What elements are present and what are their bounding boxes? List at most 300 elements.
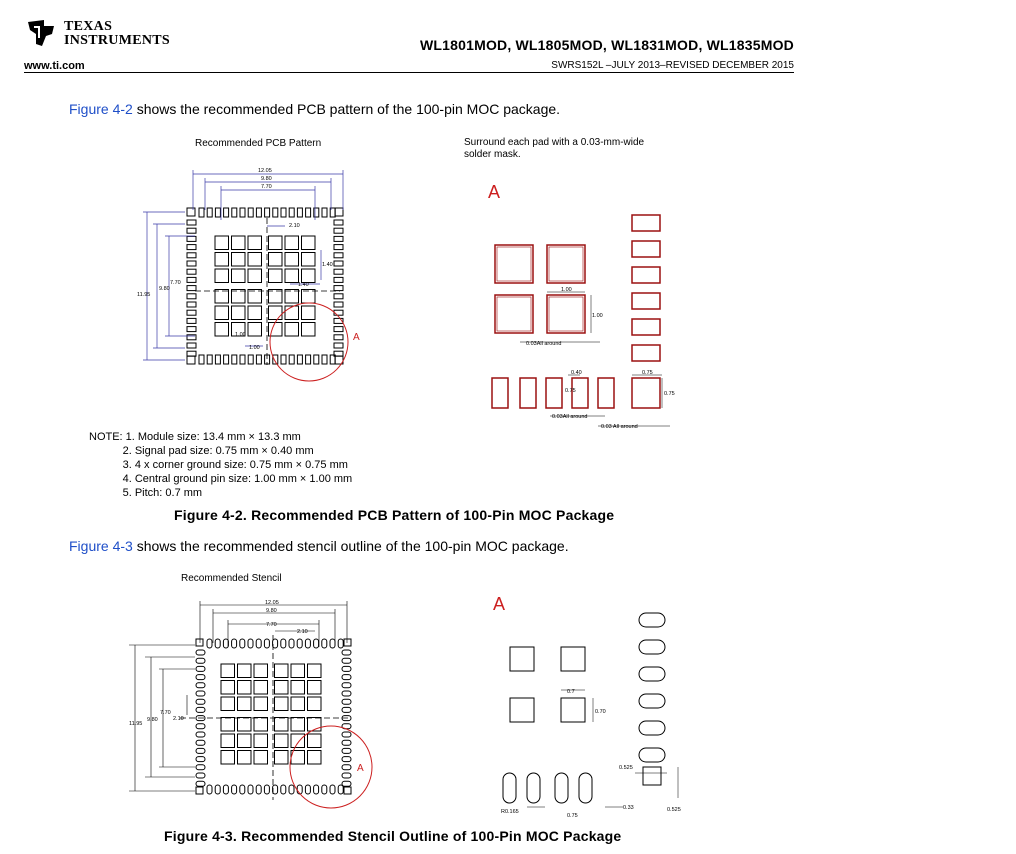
ground-pad — [269, 306, 283, 320]
detail-bottom-pad — [598, 378, 614, 408]
ground-pad — [215, 236, 229, 250]
ti-logo-icon — [24, 16, 58, 50]
signal-pad — [342, 699, 351, 704]
pcb-signal-pads — [187, 208, 343, 364]
ground-pad — [308, 734, 322, 748]
signal-pad — [187, 220, 196, 225]
signal-pad — [187, 310, 196, 315]
stencil-detail-dim-0-525-a: 0.525 — [619, 765, 633, 771]
signal-pad — [248, 355, 253, 364]
signal-pad — [342, 650, 351, 655]
ground-pad — [275, 681, 289, 695]
detail-dim-0-75-a: 0.75 — [565, 388, 576, 394]
signal-pad — [196, 650, 205, 655]
signal-pad — [338, 639, 343, 648]
signal-pad — [281, 355, 286, 364]
pcb-pattern-drawing — [135, 160, 365, 390]
signal-pad — [215, 208, 220, 217]
ground-pad — [269, 290, 283, 304]
signal-pad — [196, 781, 205, 786]
signal-pad — [187, 351, 196, 356]
pcb-notes — [89, 430, 352, 500]
signal-pad — [196, 748, 205, 753]
signal-pad — [256, 355, 261, 364]
detail-a-title: A — [488, 182, 501, 202]
figure-4-3-link[interactable]: Figure 4-3 — [69, 538, 133, 554]
ground-pad — [302, 236, 316, 250]
signal-pad — [342, 765, 351, 770]
signal-pad — [196, 773, 205, 778]
ground-pad — [285, 236, 299, 250]
stencil-bottom-aperture — [527, 773, 540, 803]
signal-pad — [256, 639, 261, 648]
intro-text-1: shows the recommended PCB pattern of the 100-pin MOC package. — [132, 101, 561, 117]
dim-12-05: 12.05 — [258, 168, 272, 174]
ground-pad — [248, 253, 262, 267]
signal-pad — [223, 785, 228, 794]
signal-pad — [297, 785, 302, 794]
signal-pad — [314, 639, 319, 648]
signal-pad — [305, 639, 310, 648]
ground-pad — [302, 306, 316, 320]
signal-pad — [273, 208, 278, 217]
signal-pad — [232, 785, 237, 794]
signal-pad — [196, 765, 205, 770]
ground-pad — [215, 253, 229, 267]
signal-pad — [232, 355, 237, 364]
signal-pad — [306, 355, 311, 364]
stencil-detail-a-label: A — [357, 763, 364, 774]
signal-pad — [196, 757, 205, 762]
signal-pad — [334, 302, 343, 307]
stencil-detail-dim-0-70: 0.70 — [595, 709, 606, 715]
detail-bottom-pad — [546, 378, 562, 408]
dim-v-9-80: 9.80 — [159, 286, 170, 292]
dim-1-40-h: 1.40 — [298, 282, 309, 288]
figure-4-3-caption: Figure 4-3. Recommended Stencil Outline of 100-Pin MOC Package — [164, 828, 622, 844]
dim-1-00-h: 1.00 — [249, 345, 260, 351]
intro-paragraph-1 — [69, 101, 560, 117]
signal-pad — [187, 335, 196, 340]
signal-pad — [196, 658, 205, 663]
signal-pad — [281, 785, 286, 794]
ground-pad — [308, 718, 322, 732]
ground-pad — [302, 290, 316, 304]
stencil-title: Recommended Stencil — [181, 573, 282, 584]
detail-a-label: A — [353, 332, 360, 343]
ground-pad — [221, 697, 235, 711]
company-line2: INSTRUMENTS — [64, 33, 170, 48]
solder-mask-note — [464, 137, 644, 161]
dim-1-00-v: 1.00 — [235, 332, 246, 338]
signal-pad — [330, 639, 335, 648]
signal-pad — [334, 335, 343, 340]
pcb-center-dash-lines — [195, 218, 340, 365]
detail-bottom-pads — [492, 378, 660, 408]
signal-pad — [342, 773, 351, 778]
signal-pad — [240, 785, 245, 794]
ground-pad — [254, 718, 268, 732]
pcb-pattern-title: Recommended PCB Pattern — [195, 138, 322, 149]
stencil-dim-9-80: 9.80 — [266, 608, 277, 614]
signal-pad — [223, 639, 228, 648]
signal-pad — [248, 785, 253, 794]
detail-dim-0-40: 0.40 — [571, 370, 582, 376]
detail-side-pad — [632, 345, 660, 361]
signal-pad — [265, 208, 270, 217]
stencil-bottom-aperture — [503, 773, 516, 803]
signal-pad — [248, 639, 253, 648]
signal-pad — [342, 675, 351, 680]
dim-11-95: 11.95 — [137, 292, 151, 298]
signal-pad — [196, 675, 205, 680]
signal-pad — [322, 355, 327, 364]
ground-pad — [221, 751, 235, 765]
ground-pad — [248, 290, 262, 304]
detail-dim-1-00-v: 1.00 — [592, 313, 603, 319]
ground-pad — [232, 253, 246, 267]
ground-pad — [275, 718, 289, 732]
signal-pad — [314, 785, 319, 794]
detail-bottom-pad — [492, 378, 508, 408]
stencil-side-aperture — [639, 613, 665, 627]
note-1: NOTE: 1. Module size: 13.4 mm × 13.3 mm — [89, 431, 301, 443]
signal-pad — [215, 355, 220, 364]
detail-dim-0-75-h: 0.75 — [642, 370, 653, 376]
signal-pad — [281, 208, 286, 217]
signal-pad — [187, 277, 196, 282]
signal-pad — [240, 355, 245, 364]
ground-pad — [232, 290, 246, 304]
signal-pad — [196, 691, 205, 696]
stencil-dim-2-10: 2.10 — [297, 629, 308, 635]
signal-pad — [342, 748, 351, 753]
ground-pad — [221, 664, 235, 678]
corner-pad — [196, 639, 203, 646]
note-5: 5. Pitch: 0.7 mm — [89, 487, 203, 499]
signal-pad — [334, 327, 343, 332]
stencil-bottom-aperture — [555, 773, 568, 803]
ground-pad — [308, 664, 322, 678]
signal-pad — [187, 245, 196, 250]
dim-9-80: 9.80 — [261, 176, 272, 182]
ground-pad — [308, 751, 322, 765]
signal-pad — [289, 639, 294, 648]
signal-pad — [334, 294, 343, 299]
corner-pad — [344, 787, 351, 794]
ground-pad — [275, 734, 289, 748]
detail-dim-0-75-v: 0.75 — [664, 391, 675, 397]
detail-dim-0-03-c: 0.03 All around — [601, 424, 638, 430]
stencil-detail-dim-0-7: 0.7 — [567, 689, 575, 695]
ground-pad — [291, 718, 305, 732]
signal-pad — [330, 785, 335, 794]
ground-pad — [254, 697, 268, 711]
ground-pad — [269, 236, 283, 250]
signal-pad — [256, 208, 261, 217]
detail-corner-pad — [632, 378, 660, 408]
note-2: 2. Signal pad size: 0.75 mm × 0.40 mm — [89, 445, 314, 457]
ground-pad — [269, 253, 283, 267]
solder-mask-note-line2: solder mask. — [464, 149, 521, 160]
website-link[interactable]: www.ti.com — [24, 60, 85, 72]
ground-pad — [275, 751, 289, 765]
signal-pad — [207, 785, 212, 794]
ground-pad — [221, 734, 235, 748]
stencil-dim-12-05: 12.05 — [265, 600, 279, 606]
ground-pad — [308, 697, 322, 711]
signal-pad — [297, 355, 302, 364]
ground-pad — [215, 323, 229, 337]
signal-pad — [342, 658, 351, 663]
stencil-side-aperture — [639, 640, 665, 654]
signal-pad — [322, 785, 327, 794]
signal-pad — [334, 269, 343, 274]
detail-dim-1-00-h: 1.00 — [561, 287, 572, 293]
ground-pad — [238, 664, 252, 678]
signal-pad — [334, 343, 343, 348]
ground-pad — [238, 681, 252, 695]
corner-pad — [344, 639, 351, 646]
ground-pad — [238, 734, 252, 748]
signal-pad — [207, 355, 212, 364]
ground-pad — [232, 306, 246, 320]
corner-pad — [187, 208, 195, 216]
ti-logo — [24, 14, 184, 54]
signal-pad — [334, 236, 343, 241]
signal-pad — [322, 208, 327, 217]
stencil-drawing — [125, 595, 380, 825]
stencil-detail-a-title: A — [493, 594, 506, 614]
signal-pad — [215, 639, 220, 648]
ground-pad — [291, 664, 305, 678]
signal-pad — [196, 666, 205, 671]
document-title: WL1801MOD, WL1805MOD, WL1831MOD, WL1835MOD — [419, 37, 794, 53]
stencil-corner-aperture — [643, 767, 661, 785]
signal-pad — [264, 785, 269, 794]
stencil-detail-dim-0-33: 0.33 — [623, 805, 634, 811]
signal-pad — [196, 724, 205, 729]
signal-pad — [264, 639, 269, 648]
stencil-detail-dim-0-525-b: 0.525 — [667, 807, 681, 813]
corner-pad — [187, 356, 195, 364]
figure-4-2-link[interactable]: Figure 4-2 — [69, 101, 133, 117]
ground-pad — [291, 681, 305, 695]
signal-pad — [240, 208, 245, 217]
signal-pad — [289, 785, 294, 794]
detail-bottom-pad — [520, 378, 536, 408]
signal-pad — [289, 208, 294, 217]
stencil-dim-v-2-10: 2.10 — [173, 716, 184, 722]
ground-pad — [232, 269, 246, 283]
signal-pad — [342, 732, 351, 737]
header-rule — [24, 72, 794, 73]
ground-pad — [238, 751, 252, 765]
ground-pad — [308, 681, 322, 695]
signal-pad — [196, 707, 205, 712]
detail-dim-0-03-a: 0.03All around — [526, 341, 562, 347]
ground-pad — [248, 236, 262, 250]
detail-side-pad — [632, 267, 660, 283]
ground-pad — [215, 269, 229, 283]
document-id: SWRS152L –JULY 2013–REVISED DECEMBER 2015 — [551, 60, 794, 71]
signal-pad — [342, 666, 351, 671]
signal-pad — [297, 639, 302, 648]
ground-pad — [238, 718, 252, 732]
signal-pad — [338, 785, 343, 794]
signal-pad — [199, 208, 204, 217]
ground-pad — [285, 323, 299, 337]
signal-pad — [248, 208, 253, 217]
ground-pad — [285, 290, 299, 304]
solder-mask-note-line1: Surround each pad with a 0.03-mm-wide — [464, 137, 645, 148]
intro-text-2: shows the recommended stencil outline of the 100-pin MOC package. — [132, 538, 569, 554]
signal-pad — [342, 757, 351, 762]
detail-dim-0-03-b: 0.03All around — [552, 414, 588, 420]
dim-1-40-v: 1.40 — [322, 262, 333, 268]
ground-pad — [232, 236, 246, 250]
signal-pad — [187, 228, 196, 233]
ground-pad — [302, 323, 316, 337]
intro-paragraph-2 — [69, 538, 569, 554]
ground-pad — [285, 269, 299, 283]
note-3: 3. 4 x corner ground size: 0.75 mm × 0.75 mm — [89, 459, 348, 471]
signal-pad — [273, 355, 278, 364]
ground-pad — [285, 306, 299, 320]
dim-2-10: 2.10 — [289, 223, 300, 229]
detail-side-pad — [632, 319, 660, 335]
signal-pad — [334, 286, 343, 291]
signal-pad — [196, 740, 205, 745]
stencil-side-aperture — [639, 748, 665, 762]
stencil-dim-v-9-80: 9.80 — [147, 717, 158, 723]
signal-pad — [196, 699, 205, 704]
signal-pad — [334, 261, 343, 266]
ground-pad — [291, 734, 305, 748]
note-4: 4. Central ground pin size: 1.00 mm × 1.00 mm — [89, 473, 353, 485]
signal-pad — [187, 286, 196, 291]
stencil-side-aperture — [639, 694, 665, 708]
signal-pad — [289, 355, 294, 364]
signal-pad — [334, 228, 343, 233]
figure-4-2-caption: Figure 4-2. Recommended PCB Pattern of 100-Pin MOC Package — [174, 507, 615, 523]
corner-pad — [335, 208, 343, 216]
stencil-bottom-aperture — [579, 773, 592, 803]
ground-pad — [254, 664, 268, 678]
signal-pad — [314, 355, 319, 364]
stencil-side-aperture — [639, 667, 665, 681]
signal-pad — [187, 318, 196, 323]
detail-side-pad — [632, 293, 660, 309]
signal-pad — [256, 785, 261, 794]
ground-pad — [269, 269, 283, 283]
stencil-pads — [196, 639, 351, 794]
signal-pad — [232, 639, 237, 648]
stencil-detail-dim-0-75: 0.75 — [567, 813, 578, 819]
stencil-dim-v-7-70: 7.70 — [160, 710, 171, 716]
signal-pad — [187, 294, 196, 299]
signal-pad — [207, 208, 212, 217]
signal-pad — [187, 253, 196, 258]
company-line1: TEXAS — [64, 19, 113, 34]
signal-pad — [187, 343, 196, 348]
signal-pad — [224, 355, 229, 364]
signal-pad — [334, 253, 343, 258]
ground-pad — [248, 306, 262, 320]
signal-pad — [342, 781, 351, 786]
detail-side-pad — [632, 241, 660, 257]
signal-pad — [224, 208, 229, 217]
dim-v-7-70: 7.70 — [170, 280, 181, 286]
signal-pad — [187, 302, 196, 307]
signal-pad — [342, 691, 351, 696]
pcb-detail-drawing — [470, 170, 690, 435]
ground-pad — [254, 751, 268, 765]
signal-pad — [196, 732, 205, 737]
ground-pad — [215, 290, 229, 304]
dim-7-70: 7.70 — [261, 184, 272, 190]
signal-pad — [306, 208, 311, 217]
detail-side-pads — [632, 215, 660, 361]
signal-pad — [305, 785, 310, 794]
signal-pad — [187, 261, 196, 266]
ground-pad — [285, 253, 299, 267]
stencil-ground-apertures — [510, 647, 585, 722]
stencil-dim-11-95: 11.95 — [129, 721, 143, 727]
signal-pad — [207, 639, 212, 648]
detail-a-circle — [270, 303, 348, 381]
signal-pad — [196, 683, 205, 688]
ground-pad — [221, 718, 235, 732]
signal-pad — [187, 269, 196, 274]
ground-pad — [238, 697, 252, 711]
signal-pad — [322, 639, 327, 648]
detail-side-pad — [632, 215, 660, 231]
ground-pad — [248, 323, 262, 337]
signal-pad — [187, 327, 196, 332]
stencil-detail-drawing — [485, 585, 695, 820]
signal-pad — [334, 277, 343, 282]
signal-pad — [187, 236, 196, 241]
ground-pad — [275, 697, 289, 711]
stencil-bottom-apertures — [503, 773, 592, 803]
stencil-dim-7-70: 7.70 — [266, 622, 277, 628]
ground-pad — [254, 681, 268, 695]
signal-pad — [199, 355, 204, 364]
ground-pad — [248, 269, 262, 283]
signal-pad — [240, 639, 245, 648]
signal-pad — [215, 785, 220, 794]
signal-pad — [232, 208, 237, 217]
stencil-side-aperture — [639, 721, 665, 735]
signal-pad — [342, 707, 351, 712]
signal-pad — [342, 740, 351, 745]
ground-pad — [302, 269, 316, 283]
ground-pad — [275, 664, 289, 678]
signal-pad — [281, 639, 286, 648]
ground-pad — [215, 306, 229, 320]
ground-pad — [291, 697, 305, 711]
ground-pad — [221, 681, 235, 695]
signal-pad — [297, 208, 302, 217]
ground-pad — [302, 253, 316, 267]
signal-pad — [342, 683, 351, 688]
stencil-side-apertures — [639, 613, 665, 762]
signal-pad — [334, 220, 343, 225]
signal-pad — [314, 208, 319, 217]
signal-pad — [334, 245, 343, 250]
ground-pad — [254, 734, 268, 748]
